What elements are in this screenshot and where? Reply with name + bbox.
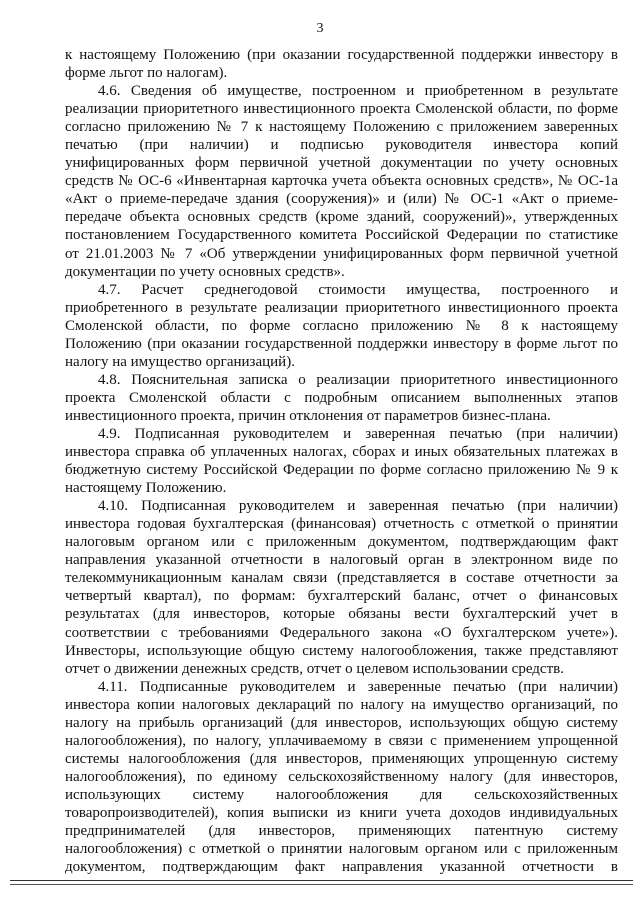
text-line: предпринимателей (для инвесторов, применяющих патентную систему xyxy=(65,823,618,840)
text-line: товаропроизводителей), копия выписки из книги учета доходов индивидуальных xyxy=(65,804,618,821)
text-line: Смоленской области, по форме согласно приложению № 8 к настоящему xyxy=(65,317,618,334)
text-line: 4.11. Подписанные руководителем и заверенные печатью (при наличии) xyxy=(98,678,618,695)
text-line: постановлением Государственного комитета Российской Федерации по статистике xyxy=(65,227,618,244)
text-line: налогу на прибыль организаций (для инвесторов, использующих общую систему xyxy=(65,714,618,731)
text-line: налогообложения), по единому сельскохозяйственному налогу (для инвесторов, xyxy=(65,768,618,785)
text-line: четвертый квартал), по формам: бухгалтерский баланс, отчет о финансовых xyxy=(65,588,618,605)
text-line: налоговым органом или с приложенным документом, подтверждающим факт xyxy=(65,534,618,551)
text-line: системы налогообложения (для инвесторов, применяющих упрощенную систему xyxy=(65,750,618,767)
text-line: инвестиционного проекта, причин отклонения от параметров бизнес-плана. xyxy=(65,407,551,424)
text-line: 4.9. Подписанная руководителем и заверенная печатью (при наличии) xyxy=(98,425,618,442)
text-line: соответствии с требованиями Федерального закона «О бухгалтерском учете»). xyxy=(65,624,618,641)
text-line: 4.10. Подписанная руководителем и заверенная печатью (при наличии) xyxy=(98,498,618,515)
text-line: от 21.01.2003 № 7 «Об утверждении унифицированных форм первичной учетной xyxy=(65,245,618,262)
document-body xyxy=(65,46,618,876)
text-line: 4.7. Расчет среднегодовой стоимости имущества, построенного и xyxy=(98,281,618,298)
text-line: согласно приложению № 7 к настоящему Положению с приложением заверенных xyxy=(65,119,618,136)
text-line: 4.8. Пояснительная записка о реализации приоритетного инвестиционного xyxy=(98,371,618,388)
text-line: форме льгот по налогам). xyxy=(65,65,228,82)
text-line: проекта Смоленской области с подробным описанием выполненных этапов xyxy=(65,389,618,406)
text-line: «Акт о приеме-передаче здания (сооружения)» и (или) № ОС-1 «Акт о приеме- xyxy=(65,191,618,208)
text-line: инвестора годовая бухгалтерская (финансовая) отчетность с отметкой о принятии xyxy=(65,516,618,533)
text-line: документации по учету основных средств». xyxy=(65,263,345,280)
page-number: 3 xyxy=(316,21,324,36)
text-line: к настоящему Положению (при оказании государственной поддержки инвестору в xyxy=(65,47,618,63)
text-line: документом, подтверждающим факт направления указанной отчетности в xyxy=(65,859,618,876)
text-line: отчет о движении денежных средств, отчет о целевом использовании средств. xyxy=(65,660,564,677)
text-line: налогу на имущество организаций). xyxy=(65,353,295,370)
text-line: передаче объекта основных средств (кроме зданий, сооружений)», утвержденных xyxy=(65,209,618,226)
text-line: унифицированных форм первичной учетной документации по учету основных xyxy=(65,155,618,172)
text-line: приобретенного в результате реализации приоритетного инвестиционного проекта xyxy=(65,299,618,316)
text-line: телекоммуникационным каналам связи (представляется в составе отчетности за xyxy=(65,570,618,587)
text-line: средств № ОС-6 «Инвентарная карточка учета объекта основных средств», № ОС-1а xyxy=(65,173,618,190)
text-line: использующих систему налогообложения для сельскохозяйственных xyxy=(65,786,618,803)
text-line: печатью (при наличии) и подписью руководителя инвестора копий xyxy=(65,137,618,154)
text-line: налогообложения) с отметкой о принятии налоговым органом или с приложенным xyxy=(65,841,618,858)
text-line: направления указанной отчетности в налоговый орган в электронном виде по xyxy=(65,552,618,569)
text-line: бюджетную систему Российской Федерации по форме согласно приложению № 9 к xyxy=(65,462,618,479)
text-line: инвестора справка об уплаченных налогах, сборах и иных обязательных платежах в xyxy=(65,444,618,461)
text-line: инвестора копии налоговых деклараций по налогу на имущество организаций, по xyxy=(65,696,618,713)
text-line: настоящему Положению. xyxy=(65,480,227,497)
bottom-rule-secondary xyxy=(10,884,633,885)
text-line: результатах (для инвесторов, которые обязаны вести бухгалтерский учет в xyxy=(65,606,618,623)
text-line: Инвесторы, использующие общую систему налогообложения, также представляют xyxy=(65,642,618,659)
text-line: Положению (при оказании государственной поддержки инвестору в форме льгот по xyxy=(65,335,618,352)
text-line: налогообложения), по налогу, уплачиваемому в связи с применением упрощенной xyxy=(65,732,618,749)
text-line: реализации приоритетного инвестиционного проекта Смоленской области, по форме xyxy=(65,101,618,118)
text-line: 4.6. Сведения об имуществе, построенном и приобретенном в результате xyxy=(98,83,618,100)
bottom-rule xyxy=(10,880,633,881)
